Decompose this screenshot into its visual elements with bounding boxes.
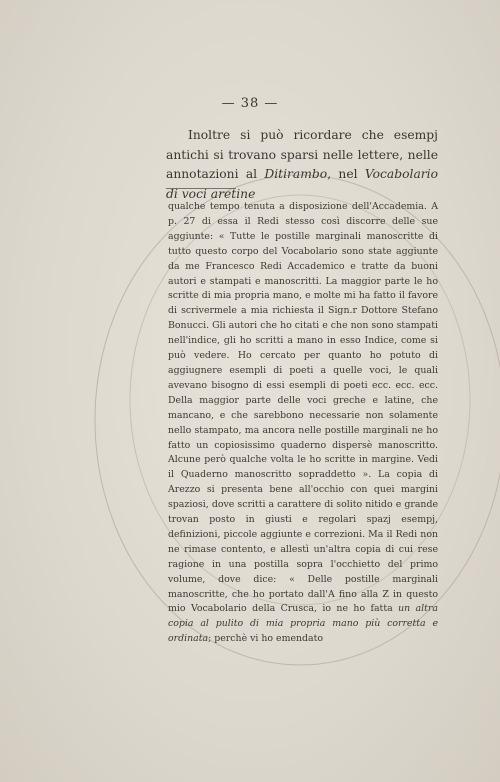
- ditirambo-title: Ditirambo: [264, 167, 328, 181]
- page-number: — 38 —: [221, 96, 279, 111]
- footnote-text: [168, 200, 438, 647]
- footnote-part-1: qualche tempo tenuta a disposizione dell'Accademia. A p. 27 di essa il Redi stesso così discorre delle sue aggiunte: « Tutte le postille marginali manoscritte di tutto questo corpo del Vocabolario sono state aggiunte da me Francesco Redi Accademico e tratte da buoni autori e stampati e manoscritti. La maggior parte le ho scritte di mia propria mano, e molte mi ha fatto il favore di scrivermele a mia richiesta il Sign.r Dottore Stefano Bonucci. Gli autori che ho citati e che non sono stampati nell'indice, gli ho scritti a mano in esso Indice, come si può vedere. Ho cercato per quanto ho potuto di aggiugnere esempli di poeti a quelle voci, le quali avevano bisogno di essi esempli di poeti ecc. ecc. ecc. Della maggior parte delle voci greche e latine, che mancano, e che sarebbono necessarie non solamente nello stampato, ma ancora nelle postille marginali ne ho fatto un copiosissimo quaderno dispersè manoscritto. Alcune però qualche volta le ho scritte in margine. Vedi il Quaderno manoscritto sopraddetto ». La copia di Arezzo si presenta bene all'occhio con quei margini spaziosi, dove scritti a carattere di solito nitido e grande trovan posto in giusti e regolari spazj esempj, definizioni, piccole aggiunte e correzioni. Ma il Redi non ne rimase contento, e allestì un'altra copia di cui rese ragione in una postilla sopra l'occhietto del primo volume, dove dice: « Delle postille marginali manoscritte, che ho portato dall'A fino alla Z in questo mio Vocabolario della Crusca, io ne ho fatta: [168, 201, 438, 615]
- intro-text: Inoltre si può ricordare che esempj antichi si trovano sparsi nelle lettere, nelle annotazioni al: [166, 128, 438, 181]
- intro-paragraph: [166, 126, 438, 204]
- footnote-rule: [166, 188, 236, 189]
- footnote-italic-quote: un altra copia al pulito di mia propria mano più corretta e ordinata: [168, 603, 438, 645]
- intro-mid: , nel: [327, 167, 365, 181]
- vocabolario-title: Vocabolario di voci aretine: [166, 167, 438, 201]
- footnote-part-2: ; perchè vi ho emendato: [208, 633, 324, 645]
